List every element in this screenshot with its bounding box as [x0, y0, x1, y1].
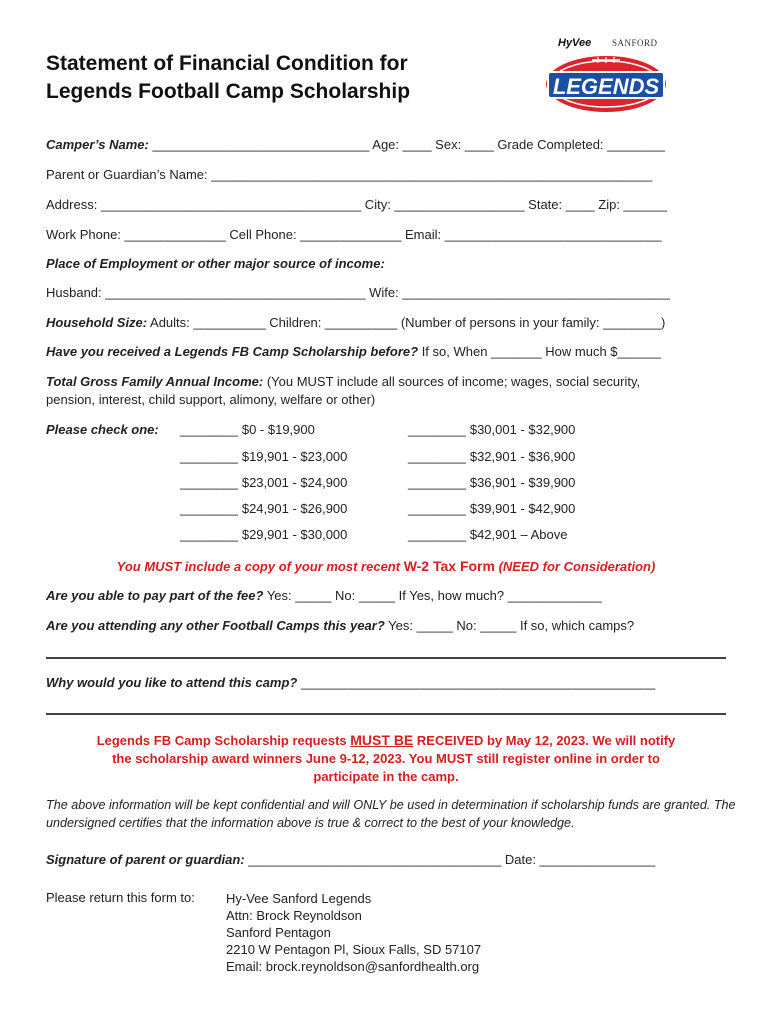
- return-address-line: Sanford Pentagon: [226, 925, 331, 940]
- income-bracket-label: $36,901 - $39,900: [469, 475, 576, 490]
- income-note-line2: pension, interest, child support, alimony, welfare or other): [46, 392, 376, 407]
- w2-notice-text: You MUST include a copy of your most recent: [116, 559, 401, 574]
- income-bracket-label: $19,901 - $23,000: [241, 449, 348, 464]
- income-label: Total Gross Family Annual Income:: [46, 374, 264, 389]
- deadline-line-3: participate in the camp.: [313, 769, 459, 784]
- other-camps-fields[interactable]: Yes: _____ No: _____ If so, which camps?: [388, 618, 635, 633]
- divider-bottom: [46, 713, 726, 715]
- employment-row[interactable]: Husband: ____________________________________ Wife: _____________________________________: [46, 285, 670, 300]
- deadline-line-1: [46, 731, 726, 750]
- income-bracket-label: $32,901 - $36,900: [469, 449, 576, 464]
- prior-scholarship-label: Have you received a Legends FB Camp Scholarship before?: [46, 344, 419, 359]
- income-bracket-checkbox[interactable]: ________: [408, 501, 466, 516]
- income-bracket-checkbox[interactable]: ________: [180, 449, 238, 464]
- income-bracket-label: $30,001 - $32,900: [469, 422, 576, 437]
- deadline-line-2: the scholarship award winners June 9-12, 2023. You MUST still register online in order to: [112, 751, 660, 766]
- income-bracket-left-1[interactable]: [180, 422, 315, 437]
- income-bracket-checkbox[interactable]: ________: [180, 475, 238, 490]
- prior-scholarship-row: [46, 344, 661, 359]
- title-line-2: Legends Football Camp Scholarship: [46, 80, 411, 103]
- why-attend-field[interactable]: _________________________________________________: [300, 675, 656, 690]
- employment-label: Place of Employment or other major source of income:: [46, 256, 385, 271]
- income-bracket-left-5[interactable]: [180, 527, 347, 542]
- income-bracket-checkbox[interactable]: ________: [180, 527, 238, 542]
- income-bracket-right-1[interactable]: [408, 422, 575, 437]
- deadline-notice: [46, 731, 726, 786]
- return-address-line: Email: brock.reynoldson@sanfordhealth.org: [226, 959, 480, 974]
- logo-wordmark: LEGENDS: [552, 74, 660, 99]
- fee-fields[interactable]: Yes: _____ No: _____ If Yes, how much? _____________: [266, 588, 602, 603]
- income-bracket-right-4[interactable]: [408, 501, 575, 516]
- deadline-text-a: Legends FB Camp Scholarship requests: [96, 733, 347, 748]
- fee-row: [46, 588, 602, 603]
- confidentiality-disclaimer: The above information will be kept confidential and will ONLY be used in determination if scholarship funds are granted. The undersigned certifies that the information above is true & correct to the best of your knowledge.: [46, 798, 736, 830]
- w2-consideration: (NEED for Consideration): [498, 559, 656, 574]
- page-title: [46, 50, 516, 106]
- income-bracket-right-3[interactable]: [408, 475, 575, 490]
- income-bracket-left-3[interactable]: [180, 475, 347, 490]
- income-bracket-checkbox[interactable]: ________: [408, 475, 466, 490]
- household-row: [46, 315, 665, 330]
- income-bracket-checkbox[interactable]: ________: [408, 422, 466, 437]
- deadline-must-be: MUST BE: [350, 732, 414, 748]
- income-note: (You MUST include all sources of income; wages, social security,: [266, 374, 641, 389]
- signature-fields[interactable]: ___________________________________ Date: ________________: [248, 852, 656, 867]
- why-attend-label: Why would you like to attend this camp?: [46, 675, 298, 690]
- income-bracket-left-2[interactable]: [180, 449, 347, 464]
- camper-name-fields[interactable]: ______________________________ Age: ____ Sex: ____ Grade Completed: ________: [152, 137, 665, 152]
- signature-label: Signature of parent or guardian:: [46, 852, 245, 867]
- income-bracket-label: $42,901 – Above: [469, 527, 568, 542]
- return-label: Please return this form to:: [46, 890, 195, 905]
- income-bracket-checkbox[interactable]: ________: [408, 449, 466, 464]
- income-bracket-label: $23,001 - $24,900: [241, 475, 348, 490]
- income-bracket-left-4[interactable]: [180, 501, 347, 516]
- w2-notice: [46, 558, 726, 574]
- logo-brand-right: SANFORD: [612, 38, 658, 48]
- income-bracket-checkbox[interactable]: ________: [180, 501, 238, 516]
- check-one-label: Please check one:: [46, 422, 159, 437]
- why-attend-row: [46, 675, 655, 690]
- deadline-text-c: RECEIVED by May 12, 2023. We will notify: [416, 733, 676, 748]
- household-fields[interactable]: Adults: __________ Children: __________ (Number of persons in your family: ________): [150, 315, 666, 330]
- household-label: Household Size:: [46, 315, 148, 330]
- prior-scholarship-fields[interactable]: If so, When _______ How much $______: [421, 344, 661, 359]
- camper-name-row: [46, 137, 665, 152]
- legends-logo: [540, 34, 672, 124]
- income-bracket-checkbox[interactable]: ________: [180, 422, 238, 437]
- guardian-row[interactable]: Parent or Guardian’s Name: _____________________________________________________________: [46, 167, 653, 182]
- income-bracket-label: $24,901 - $26,900: [241, 501, 348, 516]
- return-address: [226, 890, 481, 975]
- logo-brand-left: HyVee: [558, 37, 592, 49]
- income-bracket-label: $29,901 - $30,000: [241, 527, 348, 542]
- return-address-line: 2210 W Pentagon Pl, Sioux Falls, SD 57107: [226, 942, 482, 957]
- income-bracket-right-5[interactable]: [408, 527, 567, 542]
- divider-top: [46, 657, 726, 659]
- other-camps-label: Are you attending any other Football Camps this year?: [46, 618, 385, 633]
- address-row[interactable]: Address: ____________________________________ City: __________________ State: ____ Zip: ______: [46, 197, 667, 212]
- income-bracket-label: $39,901 - $42,900: [469, 501, 576, 516]
- income-bracket-right-2[interactable]: [408, 449, 575, 464]
- return-address-line: Attn: Brock Reynoldson: [226, 908, 362, 923]
- signature-row: [46, 852, 655, 867]
- camper-name-label: Camper’s Name:: [46, 137, 149, 152]
- w2-form-name: W-2 Tax Form: [403, 558, 495, 574]
- fee-label: Are you able to pay part of the fee?: [46, 588, 264, 603]
- phone-row[interactable]: Work Phone: ______________ Cell Phone: ______________ Email: ______________________________: [46, 227, 662, 242]
- title-line-1: Statement of Financial Condition for: [46, 52, 408, 75]
- income-bracket-checkbox[interactable]: ________: [408, 527, 466, 542]
- income-bracket-label: $0 - $19,900: [241, 422, 315, 437]
- other-camps-row: [46, 618, 634, 633]
- return-address-line: Hy-Vee Sanford Legends: [226, 891, 372, 906]
- income-row: [46, 374, 640, 389]
